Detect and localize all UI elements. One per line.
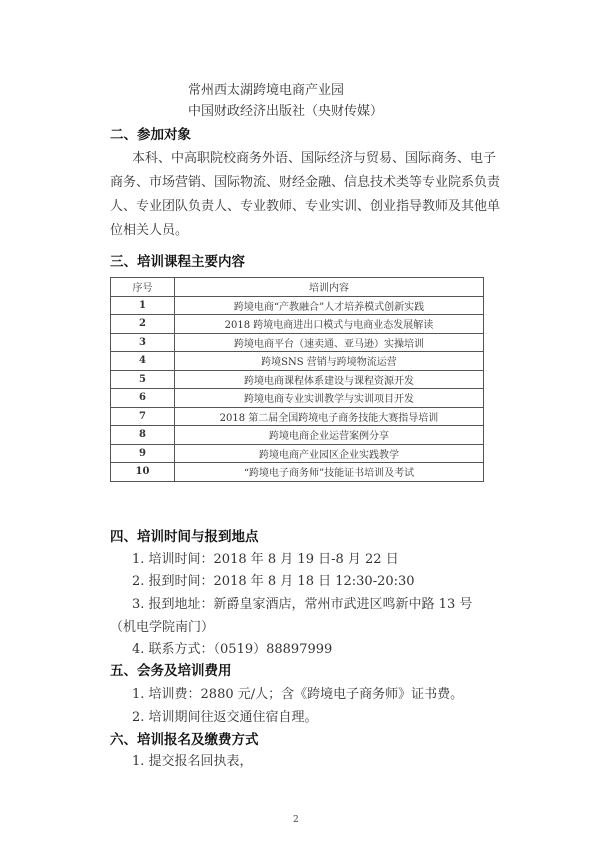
- row-content: 跨境电商平台（速卖通、亚马逊）实操培训: [175, 333, 484, 352]
- section-heading-courses: 三、培训课程主要内容: [110, 254, 245, 270]
- row-number: 9: [111, 444, 175, 463]
- table-row: [111, 426, 484, 445]
- row-number: 8: [111, 426, 175, 445]
- section-heading-fees: 五、会务及培训费用: [110, 663, 232, 679]
- row-number: 5: [111, 370, 175, 389]
- column-header-content: 培训内容: [175, 278, 484, 297]
- table-row: [111, 352, 484, 371]
- fee-item: 2. 培训期间往返交通住宿自理。: [132, 710, 318, 725]
- row-content: 跨境电商企业运营案例分享: [175, 426, 484, 445]
- table-row: [111, 389, 484, 408]
- section-heading-schedule: 四、培训时间与报到地点: [110, 529, 259, 545]
- paragraph-line: 人、专业团队负责人、专业教师、专业实训、创业指导教师及其他单: [110, 199, 501, 214]
- paragraph-line: 位相关人员。: [110, 223, 189, 238]
- table-row: [111, 407, 484, 426]
- registration-item: 1. 提交报名回执表，: [132, 754, 253, 769]
- row-content: 跨境电商课程体系建设与课程资源开发: [175, 370, 484, 389]
- row-content: “跨境电子商务师”技能证书培训及考试: [175, 463, 484, 482]
- column-header-number: 序号: [111, 278, 175, 297]
- fee-item: 1. 培训费：2880 元/人；含《跨境电子商务师》证书费。: [132, 687, 464, 702]
- paragraph-line: 商务、市场营销、国际物流、财经金融、信息技术类等专业院系负责: [110, 175, 501, 190]
- schedule-item-continuation: （机电学院南门）: [110, 620, 215, 635]
- row-content: 跨境电商专业实训教学与实训项目开发: [175, 389, 484, 408]
- table-row: [111, 370, 484, 389]
- table-header-row: [111, 278, 484, 297]
- row-number: 7: [111, 407, 175, 426]
- table-row: [111, 333, 484, 352]
- course-table: [110, 277, 484, 482]
- contact-line: 4. 联系方式：（0519）88897999: [132, 642, 333, 657]
- table-row: [111, 444, 484, 463]
- schedule-item: 3. 报到地址：新爵皇家酒店，常州市武进区鸣新中路 13 号: [132, 597, 473, 612]
- row-number: 2: [111, 315, 175, 334]
- row-number: 6: [111, 389, 175, 408]
- row-number: 1: [111, 296, 175, 315]
- table-row: [111, 315, 484, 334]
- paragraph-line: 本科、中高职院校商务外语、国际经济与贸易、国际商务、电子: [132, 151, 497, 166]
- table-row: [111, 463, 484, 482]
- schedule-item: 2. 报到时间：2018 年 8 月 18 日 12:30-20:30: [132, 574, 415, 589]
- row-content: 跨境电商产业园区企业实践教学: [175, 444, 484, 463]
- row-number: 4: [111, 352, 175, 371]
- schedule-item: 1. 培训时间：2018 年 8 月 19 日-8 月 22 日: [132, 552, 399, 567]
- section-heading-registration: 六、培训报名及缴费方式: [110, 732, 259, 748]
- page-number: 2: [293, 815, 299, 825]
- organizer-line-2: 中国财政经济出版社（央财传媒）: [188, 104, 384, 119]
- row-content: 跨境电商“产教融合”人才培养模式创新实践: [175, 296, 484, 315]
- section-heading-participants: 二、参加对象: [110, 127, 191, 143]
- table-row: [111, 296, 484, 315]
- row-content: 2018 第二届全国跨境电子商务技能大赛指导培训: [175, 407, 484, 426]
- row-content: 2018 跨境电商进出口模式与电商业态发展解读: [175, 315, 484, 334]
- organizer-line-1: 常州西太湖跨境电商产业园: [188, 83, 345, 98]
- row-number: 3: [111, 333, 175, 352]
- row-number: 10: [111, 463, 175, 482]
- row-content: 跨境SNS 营销与跨境物流运营: [175, 352, 484, 371]
